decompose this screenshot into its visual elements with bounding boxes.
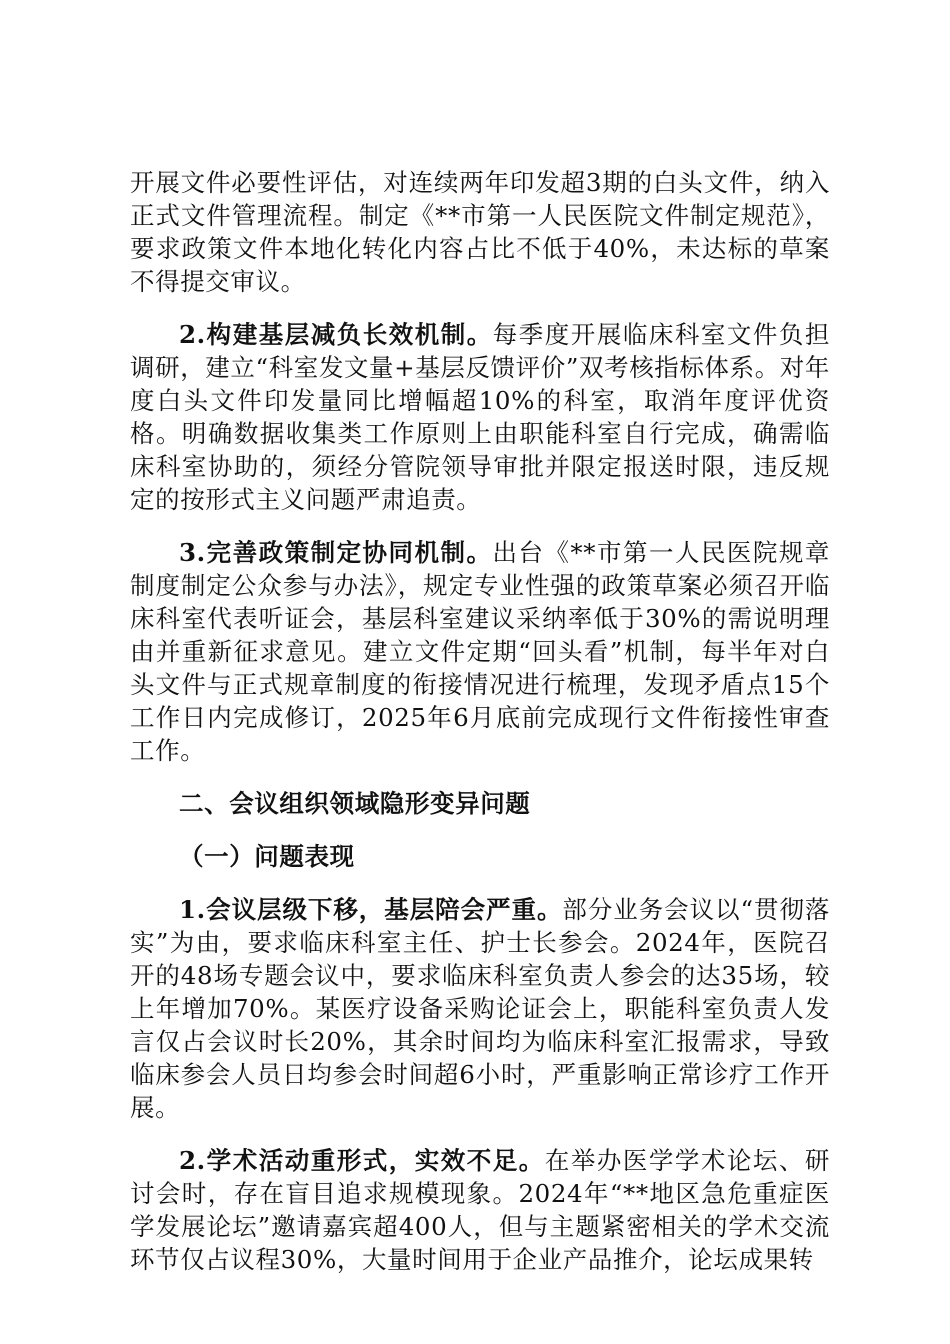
subsection-heading-issues: （一）问题表现	[179, 842, 355, 871]
paragraph-lead: 1.会议层级下移，基层陪会严重。	[179, 895, 563, 924]
paragraph-text: 部分业务会议以“贯彻落实”为由，要求临床科室主任、护士长参会。2024年，医院召开的48场专题会议中，要求临床科室负责人参会的达35场，较上年增加70%。某医疗设备采购论证会上，职能科室负责人发言仅占会议时长20%，其余时间均为临床科室汇报需求，导致临床参会人员日均参会时间超6小时，严重影响正常诊疗工作开展。	[130, 895, 830, 1122]
paragraph-lead: 2.学术活动重形式，实效不足。	[179, 1146, 545, 1175]
paragraph-policy-coordination	[130, 536, 830, 767]
paragraph-text: 出台《**市第一人民医院规章制度制定公众参与办法》，规定专业性强的政策草案必须召开临床科室代表听证会，基层科室建议采纳率低于30%的需说明理由并重新征求意见。建立文件定期“回头看”机制，每半年对白头文件与正式规章制度的衔接情况进行梳理，发现矛盾点15个工作日内完成修订，2025年6月底前完成现行文件衔接性审查工作。	[130, 538, 830, 765]
paragraph-lead: 3.完善政策制定协同机制。	[179, 538, 493, 567]
paragraph-lead: 2.构建基层减负长效机制。	[179, 320, 493, 349]
section-heading-meetings: 二、会议组织领域隐形变异问题	[179, 789, 531, 818]
paragraph-text: 每季度开展临床科室文件负担调研，建立“科室发文量+基层反馈评价”双考核指标体系。对年度白头文件印发量同比增幅超10%的科室，取消年度评优资格。明确数据收集类工作原则上由职能科室自行完成，确需临床科室协助的，须经分管院领导审批并限定报送时限，违反规定的按形式主义问题严肃追责。	[130, 320, 830, 514]
paragraph-meeting-level	[130, 893, 830, 1124]
paragraph-grassroots-burden	[130, 318, 830, 516]
paragraph-academic-activities	[130, 1144, 830, 1276]
paragraph-text: 在举办医学学术论坛、研讨会时，存在盲目追求规模现象。2024年“**地区急危重症医学发展论坛”邀请嘉宾超400人，但与主题紧密相关的学术交流环节仅占议程30%，大量时间用于企业产品推介，论坛成果转	[130, 1146, 830, 1274]
paragraph-text: 开展文件必要性评估，对连续两年印发超3期的白头文件，纳入正式文件管理流程。制定《**市第一人民医院文件制定规范》，要求政策文件本地化转化内容占比不低于40%，未达标的草案不得提交审议。	[130, 168, 830, 296]
paragraph-file-evaluation	[130, 166, 830, 298]
document-body	[130, 166, 830, 1276]
